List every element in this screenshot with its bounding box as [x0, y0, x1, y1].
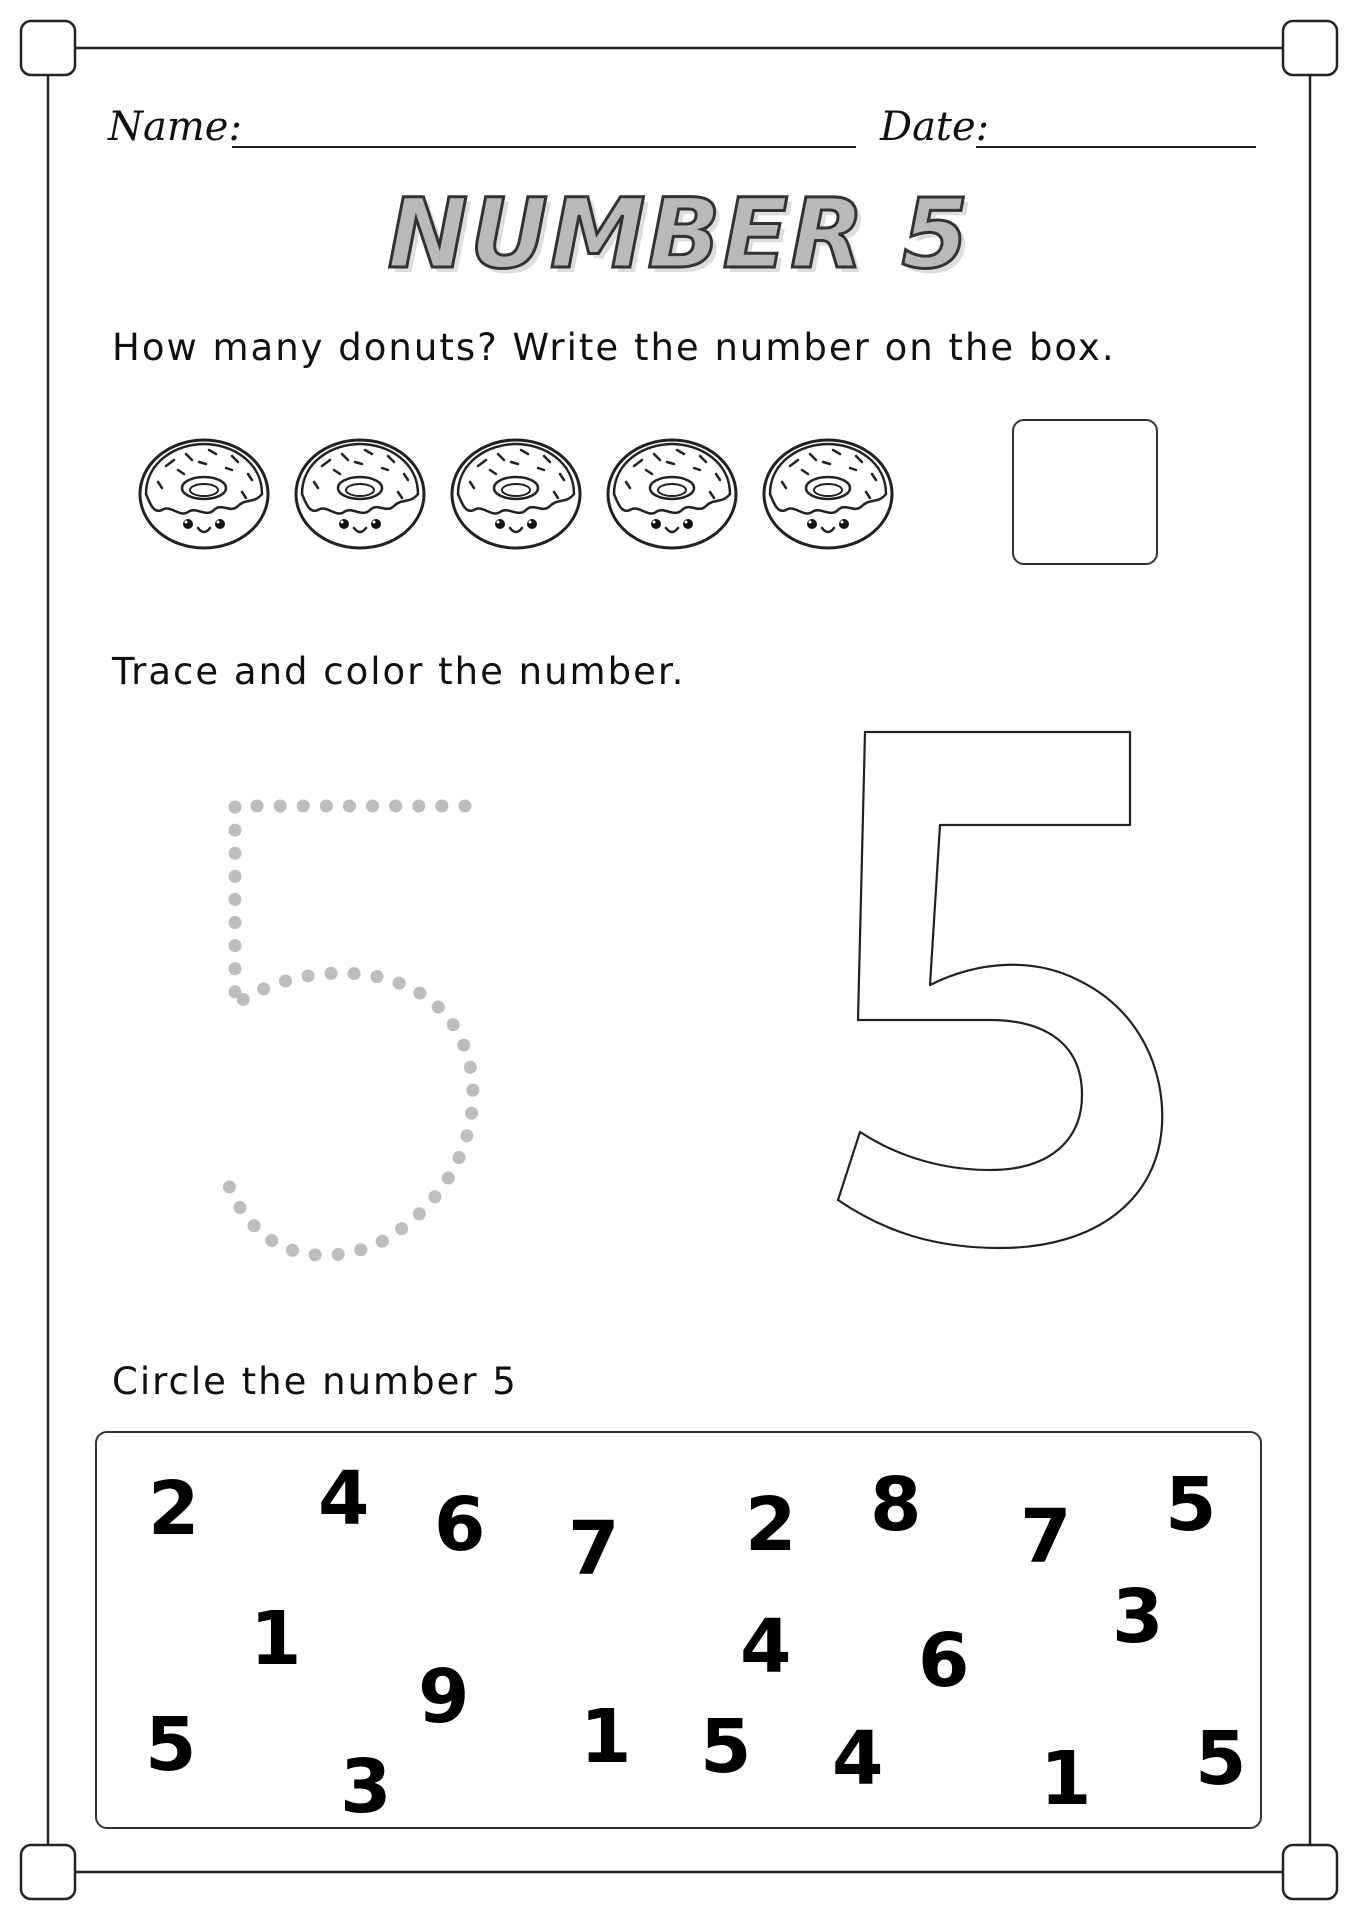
scattered-digit[interactable]: 3	[1112, 1574, 1164, 1660]
donut-icon	[136, 432, 272, 552]
scattered-digit[interactable]: 8	[870, 1462, 922, 1548]
dotted-trace-digit[interactable]	[200, 780, 500, 1270]
scattered-digit[interactable]: 5	[1195, 1716, 1247, 1802]
scattered-digit[interactable]: 3	[340, 1744, 392, 1830]
scattered-digit[interactable]: 4	[740, 1604, 792, 1690]
date-label: Date:	[880, 104, 990, 150]
donut-icon	[760, 432, 896, 552]
count-instruction: How many donuts? Write the number on the box.	[112, 326, 1116, 369]
scattered-digit[interactable]: 5	[145, 1702, 197, 1788]
scattered-digit[interactable]: 4	[318, 1456, 370, 1542]
scattered-digit[interactable]: 7	[568, 1506, 620, 1592]
scattered-digit[interactable]: 9	[418, 1654, 470, 1740]
scattered-digit[interactable]: 6	[434, 1482, 486, 1568]
donut-icon	[448, 432, 584, 552]
corner-square-top-right	[1283, 21, 1337, 75]
donut-icon	[292, 432, 428, 552]
donut-icon	[604, 432, 740, 552]
scattered-digit[interactable]: 1	[1040, 1736, 1092, 1822]
page-title: NUMBER 5	[387, 178, 971, 290]
circle-instruction: Circle the number 5	[112, 1360, 518, 1403]
corner-square-top-left	[21, 21, 75, 75]
answer-box[interactable]	[1012, 419, 1158, 565]
scattered-digit[interactable]: 5	[700, 1704, 752, 1790]
scattered-digit[interactable]: 2	[745, 1482, 797, 1568]
scattered-digit[interactable]: 2	[148, 1466, 200, 1552]
date-line[interactable]	[976, 146, 1256, 148]
corner-square-bottom-right	[1283, 1845, 1337, 1899]
scattered-digit[interactable]: 4	[832, 1716, 884, 1802]
scattered-digit[interactable]: 7	[1020, 1494, 1072, 1580]
outline-digit[interactable]	[820, 720, 1180, 1260]
scattered-digit[interactable]: 1	[250, 1596, 302, 1682]
name-label: Name:	[108, 104, 242, 150]
scattered-digit[interactable]: 1	[580, 1694, 632, 1780]
name-line[interactable]	[232, 146, 856, 148]
corner-square-bottom-left	[21, 1845, 75, 1899]
scattered-digit[interactable]: 6	[918, 1618, 970, 1704]
scattered-digit[interactable]: 5	[1165, 1462, 1217, 1548]
trace-instruction: Trace and color the number.	[112, 650, 686, 693]
